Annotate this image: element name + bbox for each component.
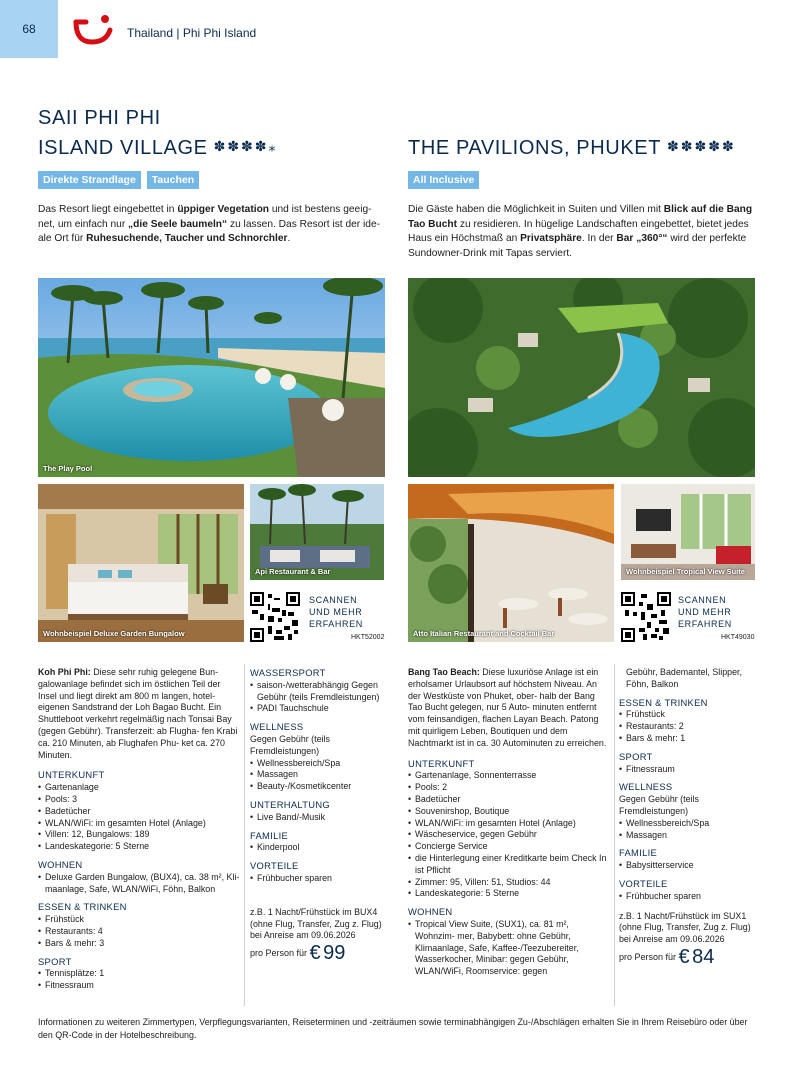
photo-pavilions-aerial (408, 278, 755, 477)
badge-diving: Tauchen (147, 171, 199, 189)
badge-beach: Direkte Strandlage (38, 171, 141, 189)
photo-api-restaurant (250, 484, 384, 580)
photo-caption: Api Restaurant & Bar (255, 567, 331, 576)
location-text: Bang Tao Beach: Diese luxuriöse Anlage ist ein erholsamer Urlaubsort auf höchstem Niveau. An der Westküste von Phuket, ober- halb der Bang Tao Bucht gelegen, nur 5 Auto- minuten entfernt vom feinsandigen, flachen Layan Beach. Patong mit quirligem Leben, Boutiquen und dem Nachtmarkt ist in ca. 30 Autominuten zu erreichen. (408, 667, 607, 748)
left-details-col1: Koh Phi Phi: Diese sehr ruhig gelegene Bun- galowanlage befindet sich im östlichen Teil der Insel und liegt direkt am 800 m langen, hotel- eigenen Sandstrand der Loh Bagao Bucht. Ein Shuttleboot verkehrt regelmäßig nach Tonsai Bay (gegen Gebühr). Transferzeit: ab Flugha- fen Krabi ca. 210 Minuten, ab Flughafen Phu- ket ca. 270 Minuten. UNTERKUNFT • Gartenanlage • Pools: 3 • Badetücher • WLAN/WiFi: im gesamten Hotel (Anlage) • Villen: 12, Bungalows: 189 • Landeskategorie: 5 Sterne WOHNEN • Deluxe Garden Bungalow, (BUX4), ca. 38 m², Kli- maanlage, Safe, WLAN/WiFi, Föhn, Balkon ESSEN & TRINKEN • Frühstück • Restaurants: 4 • Bars & mehr: 3 SPORT • Tennisplätze: 1 • Fitnessraum (38, 667, 240, 992)
photo-caption: Wohnbeispiel Tropical View Suite (626, 567, 745, 576)
price-tag: pro Person für € 84 (619, 945, 715, 968)
photo-caption: Atto Italian Restaurant and Cocktail Bar (413, 629, 555, 638)
scan-label-right: SCANNEN UND MEHR ERFAHREN (678, 595, 732, 629)
section-title: FAMILIE (250, 829, 289, 841)
left-details-col2: WASSERSPORT • saison-/wetterabhängig Gegen Gebühr (teils Fremdleistungen) • PADI Tauchschule WELLNESS Gegen Gebühr (teils Fremdleistungen) • Wellnessbereich/Spa • Massagen • Beauty-/Kosmetikcenter UNTERHALTUNG • Live Band/-Musik FAMILIE • Kinderpool VORTEILE • Frühbucher sparen z.B. 1 Nacht/Frühstück im BUX4 (ohne Flug, Transfer, Zug z. Flug) bei Anreise am 09.06.2026 pro Person für € 99 (250, 667, 390, 960)
qr-code-left[interactable] (250, 592, 300, 642)
section-title: UNTERKUNFT (38, 769, 105, 781)
section-title: SPORT (38, 955, 72, 967)
hotel-title-line1: SAII PHI PHI (38, 107, 161, 129)
hotel-title-left (38, 104, 278, 162)
breadcrumb: Thailand | Phi Phi Island (127, 26, 257, 40)
section-title: WOHNEN (38, 858, 83, 870)
hotel-title-line2: ISLAND VILLAGE (38, 137, 208, 159)
section-title: UNTERKUNFT (408, 757, 475, 769)
price-tag: pro Person für € 99 (250, 942, 346, 965)
price-note: z.B. 1 Nacht/Frühstück im BUX4 (ohne Flug, Transfer, Zug z. Flug) bei Anreise am 09.06.2026 (250, 906, 382, 941)
photo-garden-bungalow (38, 484, 244, 642)
section-title: UNTERHALTUNG (250, 798, 330, 810)
photo-play-pool (38, 278, 385, 477)
price-note: z.B. 1 Nacht/Frühstück im SUX1 (ohne Flug, Transfer, Zug z. Flug) bei Anreise am 09.06.2026 (619, 910, 751, 945)
column-divider (614, 664, 615, 1006)
page-number: 68 (0, 0, 58, 58)
photo-tropical-suite (621, 484, 755, 580)
tui-logo (72, 12, 116, 48)
section-title: WELLNESS (619, 781, 673, 793)
photo-caption: The Play Pool (43, 464, 93, 473)
section-title: ESSEN & TRINKEN (619, 696, 708, 708)
section-title: FAMILIE (619, 847, 658, 859)
intro-right: Die Gäste haben die Möglichkeit in Suiten und Villen mit Blick auf die Bang Tao Bucht zu residieren. In hügelige Landschaften eingebettet, bietet jedes Haus ein Höchstmaß an Privatsphäre. In der Bar „360°“ wird der perfekte Sundowner-Drink mit Tapas serviert. (408, 204, 753, 259)
hotel-code-right: HKT49030 (721, 634, 755, 641)
star-rating: ✽✽✽✽⁎ (213, 138, 278, 154)
section-title: WASSERSPORT (250, 667, 326, 678)
intro-left: Das Resort liegt eingebettet in üppiger Vegetation und ist bestens geeig- net, um einfach nur „die Seele baumeln“ zu lassen. Das Resort ist der ide- ale Ort für Ruhesuchende, Taucher und Schnorchler. (38, 204, 381, 244)
section-title: WELLNESS (250, 721, 304, 733)
section-title: WOHNEN (408, 906, 453, 918)
hotel-title-right (408, 132, 736, 162)
column-divider (244, 664, 245, 1006)
section-title: ESSEN & TRINKEN (38, 901, 127, 913)
badge-group-left (38, 171, 199, 189)
section-title: VORTEILE (250, 860, 299, 872)
scan-label-left: SCANNEN UND MEHR ERFAHREN (309, 595, 363, 629)
footer-note: Informationen zu weiteren Zimmertypen, Verpflegungsvarianten, Reiseterminen und -zeiträumen sowie terminabhängigen Zu-/Abschlägen erhalten Sie in Ihrem Reisebüro oder über den QR-Code in der Hotelbeschreibung. (38, 1017, 748, 1040)
qr-code-right[interactable] (621, 592, 671, 642)
price-value: 84 (692, 945, 715, 968)
photo-atto-restaurant (408, 484, 614, 642)
hotel-code-left: HKT52002 (351, 634, 385, 641)
section-title: VORTEILE (619, 877, 668, 889)
badge-all-inclusive: All Inclusive (408, 171, 479, 189)
right-details-col1: Bang Tao Beach: Diese luxuriöse Anlage ist ein erholsamer Urlaubsort auf höchstem Niveau. An der Westküste von Phuket, ober- halb der Bang Tao Bucht gelegen, nur 5 Auto- minuten entfernt vom feinsandigen, flachen Layan Beach. Patong mit quirligem Leben, Boutiquen und dem Nachtmarkt ist in ca. 30 Autominuten zu erreichen. UNTERKUNFT • Gartenanlage, Sonnenterrasse • Pools: 2 • Badetücher • Souvenirshop, Boutique • WLAN/WiFi: im gesamten Hotel (Anlage) • Wäscheservice, gegen Gebühr • Concierge Service • die Hinterlegung einer Kreditkarte beim Check In ist Pflicht • Zimmer: 95, Villen: 51, Studios: 44 • Landeskategorie: 5 Sterne WOHNEN • Tropical View Suite, (SUX1), ca. 81 m², Wohnzim- mer, Babybett: ohne Gebühr, Klimaanlage, Safe, Kaffee-/Teezubereiter, Wasserkocher, Minibar: gegen Gebühr, WLAN/WiFi, Roomservice: gegen (408, 667, 610, 978)
hotel-title-text: THE PAVILIONS, PHUKET (408, 137, 662, 159)
price-value: 99 (323, 942, 346, 965)
right-details-col2: Gebühr, Bademantel, Slipper, Föhn, Balkon ESSEN & TRINKEN • Frühstück • Restaurants: 2 • Bars & mehr: 1 SPORT • Fitnessraum WELLNESS Gegen Gebühr (teils Fremdleistungen) • Wellnessbereich/Spa • Massagen FAMILIE • Babysitterservice VORTEILE • Frühbucher sparen z.B. 1 Nacht/Frühstück im SUX1 (ohne Flug, Transfer, Zug z. Flug) bei Anreise am 09.06.2026 pro Person für € 84 (619, 667, 759, 964)
photo-caption: Wohnbeispiel Deluxe Garden Bungalow (43, 629, 185, 638)
location-text: Koh Phi Phi: Diese sehr ruhig gelegene Bun- galowanlage befindet sich im östlichen Teil der Insel und liegt direkt am 800 m langen, hotel- eigenen Sandstrand der Loh Bagao Bucht. Ein Shuttleboot verkehrt regelmäßig nach Tonsai Bay (gegen Gebühr). Transferzeit: ab Flugha- fen Krabi ca. 210 Minuten, ab Flughafen Phu- ket ca. 270 Minuten. (38, 667, 238, 760)
badge-group-right (408, 171, 479, 189)
section-title: SPORT (619, 750, 653, 762)
star-rating: ✽✽✽✽✽ (667, 138, 736, 154)
